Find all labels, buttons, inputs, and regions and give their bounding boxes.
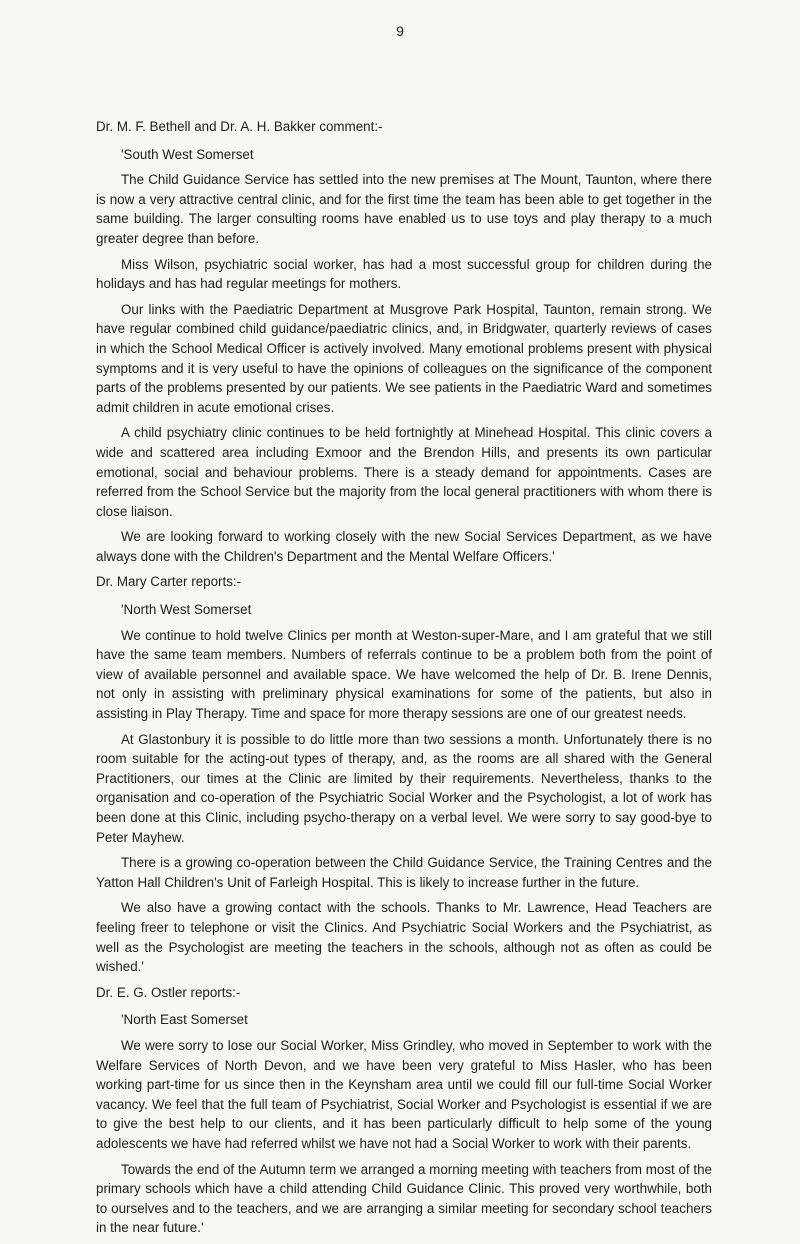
region-heading-north-east-somerset: 'North East Somerset — [121, 1012, 248, 1028]
region-heading-north-west-somerset: 'North West Somerset — [121, 602, 252, 618]
paragraph: There is a growing co-operation between the Child Guidance Service, the Training Centres and the Yatton Hall Children's Unit of Farleigh Hospital. This is likely to increase further in the future. — [96, 855, 712, 890]
paragraph: We also have a growing contact with the schools. Thanks to Mr. Lawrence, Head Teachers are feeling freer to telephone or visit the Clinics. And Psychiatric Social Workers and the Psychiatrist, as well as the Psychologist are meeting the teachers in the schools, although not as often as could be wished.' — [96, 900, 712, 975]
page-number: 9 — [396, 23, 404, 39]
paragraph: Our links with the Paediatric Department at Musgrove Park Hospital, Taunton, remain strong. We have regular combined child guidance/paediatric clinics, and, in Bridgwater, quarterly reviews of cases in which the School Medical Officer is actively involved. Many emotional problems present with physical symptoms and it is very useful to have the opinions of colleagues on the significance of the component parts of the problems presented by our patients. We see patients in the Paediatric Ward and sometimes admit children in acute emotional crises. — [96, 301, 712, 415]
section-heading-ostler: Dr. E. G. Ostler reports:- — [96, 984, 241, 1000]
paragraph: We continue to hold twelve Clinics per month at Weston-super-Mare, and I am grateful that we still have the same team members. Numbers of referrals continue to be a problem both from the point of view of available personnel and available space. We have welcomed the help of Dr. B. Irene Dennis, not only in assisting with preliminary physical examinations for some of the patients, but also in assisting in Play Therapy. Time and space for more therapy sessions are one of our greatest needs. — [96, 627, 712, 722]
paragraph: At Glastonbury it is possible to do little more than two sessions a month. Unfortunately there is no room suitable for the acting-out types of therapy, and, as the rooms are all shared with the General Practitioners, our times at the Clinic are limited by their requirements. Nevertheless, thanks to the organisation and co-operation of the Psychiatric Social Worker and the Psychologist, a lot of work has been done at this Clinic, including psycho-therapy on a verbal level. We were sorry to say good-bye to Peter Mayhew. — [96, 731, 712, 845]
region-heading-south-west-somerset: 'South West Somerset — [121, 146, 254, 162]
section-heading-carter: Dr. Mary Carter reports:- — [96, 574, 242, 590]
paragraph: Towards the end of the Autumn term we arranged a morning meeting with teachers from most of the primary schools which have a child attending Child Guidance Clinic. This proved very worthwhile, both to ourselves and to the teachers, and we are arranging a similar meeting for secondary school teachers in the near future.' — [96, 1161, 712, 1236]
paragraph: A child psychiatry clinic continues to be held fortnightly at Minehead Hospital. This clinic covers a wide and scattered area including Exmoor and the Brendon Hills, and presents its own particular emotional, social and behaviour problems. There is a steady demand for appointments. Cases are referred from the School Service but the majority from the local general practitioners with whom there is close liaison. — [96, 425, 712, 519]
paragraph: The Child Guidance Service has settled into the new premises at The Mount, Taunton, where there is now a very attractive central clinic, and for the first time the team has been able to get together in the same building. The larger consulting rooms have enabled us to use toys and play therapy to a much greater degree than before. — [96, 172, 712, 246]
paragraph: Miss Wilson, psychiatric social worker, has had a most successful group for children during the holidays and has had regular meetings for mothers. — [96, 256, 712, 292]
document-body — [96, 117, 712, 1244]
paragraph: We were sorry to lose our Social Worker, Miss Grindley, who moved in September to work with the Welfare Services of North Devon, and we have been very grateful to Miss Hasler, who has been working part-time for us since then in the Keynsham area until we could fill our full-time Social Worker vacancy. We feel that the full team of Psychiatrist, Social Worker and Psychologist is essential if we are to give the best help to our clients, and it has been particularly difficult to help some of the young adolescents we have had referred whilst we have not had a Social Worker to work with their parents. — [96, 1037, 712, 1151]
paragraph: We are looking forward to working closely with the new Social Services Department, as we have always done with the Children's Department and the Mental Welfare Officers.' — [96, 529, 712, 564]
section-heading-bethell-bakker: Dr. M. F. Bethell and Dr. A. H. Bakker comment:- — [96, 119, 383, 134]
